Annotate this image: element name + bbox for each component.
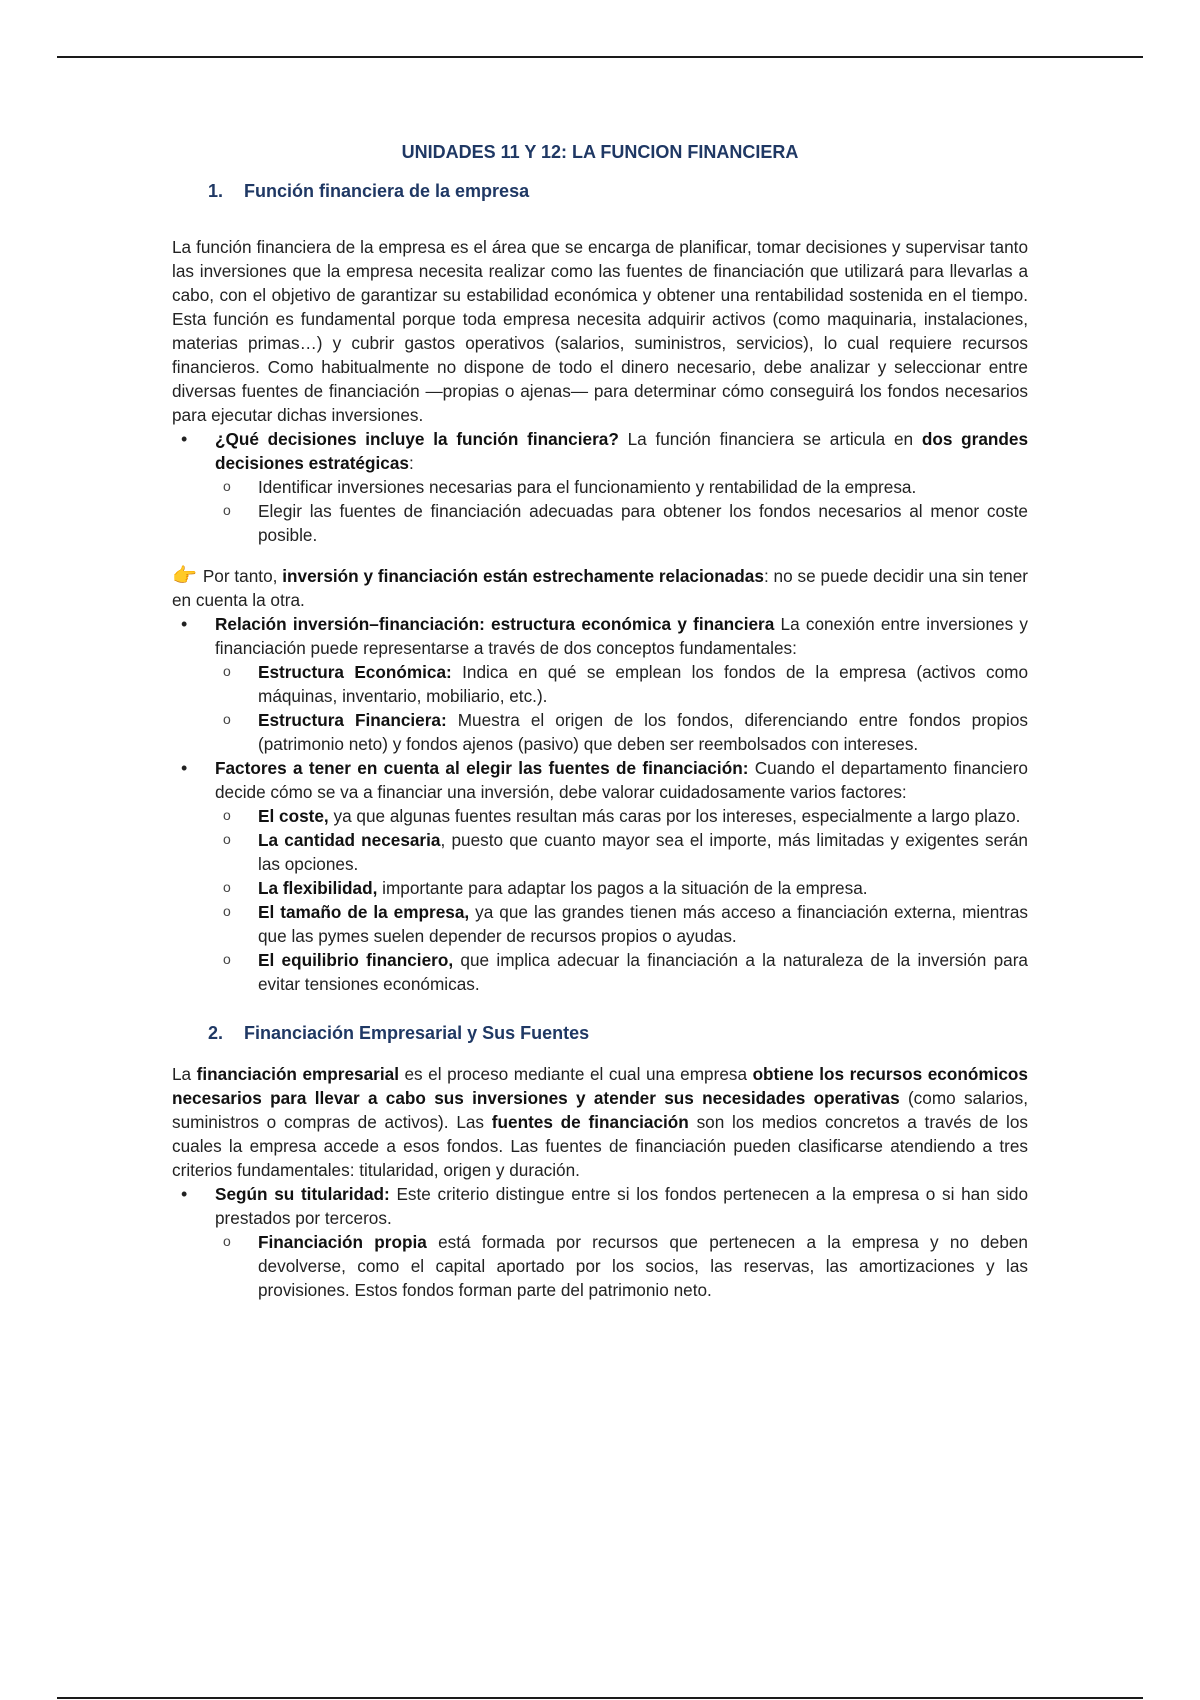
- bullet-relation-text: La conexión entre inversiones y financiación puede representarse a través de dos conceptos fundamentales:: [215, 614, 1028, 658]
- sub-item-bold: La cantidad necesaria: [258, 830, 441, 850]
- bullet-titularidad-text: Este criterio distingue entre si los fondos pertenecen a la empresa o si han sido prestados por terceros.: [215, 1184, 1028, 1228]
- intro-bold: fuentes de financiación: [491, 1112, 689, 1132]
- note-paragraph: [172, 564, 1028, 612]
- sub-item: [215, 876, 1028, 900]
- sub-item-text: ya que las grandes tienen más acceso a financiación externa, mientras que las pymes suelen depender de recursos propios o ayudas.: [258, 902, 1028, 946]
- intro-text: son los medios concretos a través de los cuales la empresa accede a esos fondos. Las fuentes de financiación pueden clasificarse atendiendo a tres criterios fundamentales: titularidad, origen y duración.: [172, 1112, 1028, 1180]
- bottom-rule: [57, 1697, 1143, 1699]
- section-1-title: Función financiera de la empresa: [244, 181, 530, 201]
- bullet-decisions-bold: ¿Qué decisiones incluye la función financiera?: [215, 429, 619, 449]
- bullet-relation-bold: Relación inversión–financiación: estructura económica y financiera: [215, 614, 775, 634]
- section-2-title: Financiación Empresarial y Sus Fuentes: [244, 1023, 590, 1043]
- sub-item-text: ya que algunas fuentes resultan más caras por los intereses, especialmente a largo plazo.: [328, 806, 1021, 826]
- sub-item-bold: El tamaño de la empresa,: [258, 902, 470, 922]
- sub-item-bold: La flexibilidad,: [258, 878, 378, 898]
- titularidad-sublist: [215, 1230, 1028, 1302]
- note-post: : no se puede decidir una sin tener en cuenta la otra.: [172, 566, 1029, 610]
- sub-item-bold: Estructura Financiera:: [258, 710, 447, 730]
- sub-item: [215, 804, 1028, 828]
- sub-item-text: Indica en qué se emplean los fondos de la empresa (activos como máquinas, inventario, mobiliario, etc.).: [258, 662, 1029, 706]
- top-rule: [57, 56, 1143, 58]
- titularidad-list: [172, 1182, 1028, 1302]
- decisions-sublist: [215, 475, 1028, 547]
- decisions-list: [172, 427, 1028, 547]
- relation-sublist: [215, 660, 1028, 756]
- bullet-decisions-bold2: dos grandes decisiones estratégicas: [215, 429, 1028, 473]
- bullet-decisions-text: La función financiera se articula en: [618, 429, 922, 449]
- pointing-hand-icon: 👉: [172, 565, 197, 587]
- sub-item-text: está formada por recursos que pertenecen a la empresa y no deben devolverse, como el capital aportado por los socios, las reservas, las amortizaciones y las provisiones. Estos fondos forman parte del patrimonio neto.: [258, 1232, 1028, 1300]
- sub-item-text: Muestra el origen de los fondos, diferenciando entre fondos propios (patrimonio neto) y fondos ajenos (pasivo) que deben ser reembolsados con intereses.: [258, 710, 1028, 754]
- bullet-decisions-end: :: [408, 453, 414, 473]
- relation-list: [172, 612, 1028, 996]
- intro-text: es el proceso mediante el cual una empresa: [398, 1064, 753, 1084]
- bullet-factors-bold: Factores a tener en cuenta al elegir las fuentes de financiación:: [215, 758, 749, 778]
- factors-sublist: [215, 804, 1028, 996]
- sub-item-text: , puesto que cuanto mayor sea el importe, más limitadas y exigentes serán las opciones.: [258, 830, 1028, 874]
- document-body: [172, 140, 1028, 1302]
- bullet-factors-text: Cuando el departamento financiero decide cómo se va a financiar una inversión, debe valorar cuidadosamente varios factores:: [215, 758, 1028, 802]
- sub-item-text: que implica adecuar la financiación a la naturaleza de la inversión para evitar tensiones económicas.: [258, 950, 1028, 994]
- sub-item: [215, 660, 1028, 708]
- section-2-heading: [172, 1021, 1028, 1045]
- page-title: UNIDADES 11 Y 12: LA FUNCION FINANCIERA: [401, 142, 799, 162]
- bullet-titularidad: [172, 1182, 1028, 1302]
- section-2-intro: [172, 1062, 1028, 1182]
- section-1-number: 1.: [208, 181, 224, 201]
- sub-item: o Identificar inversiones necesarias para el funcionamiento y rentabilidad de la empresa.: [215, 475, 1028, 499]
- sub-item-bold: El equilibrio financiero,: [258, 950, 454, 970]
- intro-bold: obtiene los recursos económicos necesarios para llevar a cabo sus inversiones y atender sus necesidades operativas: [172, 1064, 1028, 1108]
- sub-item: [215, 708, 1028, 756]
- sub-item-bold: El coste,: [258, 806, 329, 826]
- section-2-number: 2.: [208, 1023, 224, 1043]
- intro-text: (como salarios, suministros o compras de activos). Las: [172, 1088, 1029, 1132]
- sub-item: [215, 1230, 1028, 1302]
- sub-item: o Elegir las fuentes de financiación adecuadas para obtener los fondos necesarios al menor coste posible.: [215, 499, 1028, 547]
- bullet-factors: [172, 756, 1028, 996]
- bullet-titularidad-bold: Según su titularidad:: [215, 1184, 390, 1204]
- sub-item: [215, 828, 1028, 876]
- intro-bold: financiación empresarial: [196, 1064, 399, 1084]
- section-1-heading: [172, 179, 1028, 203]
- intro-text: La: [172, 1064, 197, 1084]
- sub-item-bold: Financiación propia: [258, 1232, 427, 1252]
- section-1-intro: La función financiera de la empresa es el área que se encarga de planificar, tomar decisiones y supervisar tanto las inversiones que la empresa necesita realizar como las fuentes de financiación que utilizará para llevarlas a cabo, con el objetivo de garantizar su estabilidad económica y obtener una rentabilidad sostenida en el tiempo. Esta función es fundamental porque toda empresa necesita adquirir activos (como maquinaria, instalaciones, materias primas…) y cubrir gastos operativos (salarios, suministros, servicios), lo cual requiere recursos financieros. Como habitualmente no dispone de todo el dinero necesario, debe analizar y seleccionar entre diversas fuentes de financiación —propias o ajenas— para determinar cómo conseguirá los fondos necesarios para ejecutar dichas inversiones.: [172, 237, 1028, 425]
- note-bold: inversión y financiación están estrechamente relacionadas: [282, 566, 764, 586]
- bullet-relation: [172, 612, 1028, 756]
- sub-item: [215, 900, 1028, 948]
- bullet-decisions: [172, 427, 1028, 547]
- sub-item-bold: Estructura Económica:: [258, 662, 452, 682]
- sub-item: [215, 948, 1028, 996]
- sub-item-text: importante para adaptar los pagos a la situación de la empresa.: [377, 878, 868, 898]
- note-pre: Por tanto,: [198, 566, 283, 586]
